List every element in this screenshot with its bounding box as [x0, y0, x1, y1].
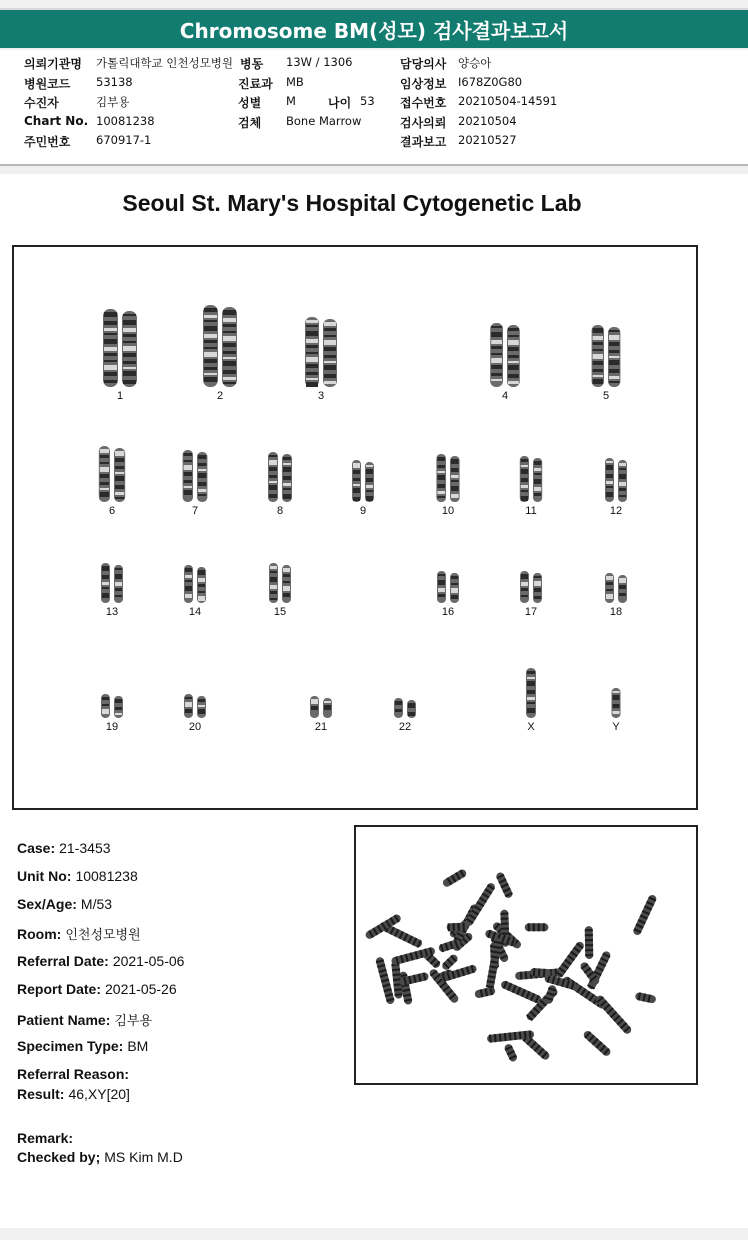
metaphase-chromosome: [447, 923, 468, 932]
chromosome-label: 4: [501, 390, 509, 402]
chromosome-label: 5: [602, 390, 610, 402]
metaphase-chromosome: [582, 1029, 612, 1057]
chromosome-pair-1: [103, 309, 137, 387]
lab-title: Seoul St. Mary's Hospital Cytogenetic Lab: [122, 190, 582, 216]
checked-by-row: Checked by; MS Kim M.D: [17, 1149, 183, 1165]
chromosome-pair-3: [305, 317, 337, 387]
metaphase-chromosome: [554, 940, 585, 979]
unit-no-row: Unit No: 10081238: [17, 868, 138, 884]
metaphase-chromosome: [500, 980, 543, 1005]
info-label-department: 진료과: [238, 77, 273, 91]
info-label-physician: 담당의사: [400, 57, 447, 71]
chromosome-pair-16: [437, 571, 459, 603]
chromosome-label: 12: [609, 505, 623, 517]
info-label-request-date: 검사의뢰: [400, 116, 447, 130]
cytogenetic-report: [0, 174, 748, 1228]
metaphase-chromosome: [635, 992, 657, 1004]
chromosome-label: 14: [188, 606, 202, 618]
info-value-hospital-code: 53138: [96, 75, 133, 89]
result-row: Result: 46,XY[20]: [17, 1086, 130, 1102]
info-value-ward: 13W / 1306: [286, 55, 353, 69]
info-value-resident-no: 670917-1: [96, 133, 152, 147]
info-label-ward: 병동: [240, 57, 264, 71]
remark-row: Remark:: [17, 1130, 74, 1146]
chromosome-label: 19: [105, 721, 119, 733]
info-label-chart-no: Chart No.: [24, 114, 89, 128]
case-row: Case: 21-3453: [17, 840, 111, 856]
info-value-result-date: 20210527: [458, 133, 517, 147]
referral-date-row: Referral Date: 2021-05-06: [17, 953, 185, 969]
metaphase-chromosome: [525, 923, 549, 931]
chromosome-label: 6: [108, 505, 116, 517]
chromosome-pair-14: [184, 565, 206, 603]
chromosome-label: 20: [188, 721, 202, 733]
chromosome-pair-12: [605, 458, 627, 502]
room-row: Room: 인천성모병원: [17, 926, 141, 942]
chromosome-pair-4: [490, 323, 520, 387]
chromosome-pair-11: [520, 456, 542, 502]
chromosome-label: 17: [524, 606, 538, 618]
metaphase-chromosome: [441, 953, 460, 971]
chromosome-pair-2: [203, 305, 237, 387]
chromosome-label: 18: [609, 606, 623, 618]
info-label-result-date: 결과보고: [400, 135, 447, 149]
metaphase-panel: [354, 825, 698, 1085]
metaphase-chromosome: [503, 1043, 518, 1063]
info-value-patient: 김부용: [96, 95, 130, 109]
metaphase-chromosome: [441, 868, 467, 888]
chromosome-pair-21: [310, 696, 332, 718]
sex-age-row: Sex/Age: M/53: [17, 896, 113, 912]
patient-name-row: Patient Name: 김부용: [17, 1012, 153, 1028]
chromosome-label: 16: [441, 606, 455, 618]
karyogram-image: [14, 247, 696, 808]
chromosome-label: 22: [398, 721, 412, 733]
info-label-sex: 성별: [238, 96, 262, 110]
metaphase-chromosome: [632, 894, 658, 937]
chromosome-pair-10: [436, 454, 459, 502]
info-label-age: 나이: [328, 96, 352, 110]
chromosome-label: 13: [105, 606, 119, 618]
metaphase-chromosome: [486, 938, 503, 990]
info-value-request-date: 20210504: [458, 114, 517, 128]
chromosome-label: 2: [216, 390, 224, 402]
info-value-physician: 양승아: [458, 56, 492, 70]
metaphase-chromosome: [585, 926, 594, 959]
chromosome-pair-7: [183, 450, 208, 502]
info-value-sex: M: [286, 94, 296, 108]
report-header-title: Chromosome BM(성모) 검사결과보고서: [0, 8, 748, 48]
info-label-specimen: 검체: [238, 116, 262, 130]
chromosome-label: 10: [441, 505, 455, 517]
info-label-institution: 의뢰기관명: [24, 57, 82, 71]
info-label-clinical-info: 임상정보: [400, 77, 447, 91]
chromosome-pair-19: [101, 694, 123, 718]
metaphase-chromosome: [495, 871, 514, 899]
chromosome-label: 11: [525, 505, 537, 517]
chromosome-label: 9: [359, 505, 367, 517]
chromosome-pair-22: [394, 698, 416, 718]
chromosome-pair-18: [605, 573, 627, 603]
metaphase-chromosome: [464, 882, 497, 928]
report-date-row: Report Date: 2021-05-26: [17, 981, 177, 997]
chromosome-label: 3: [317, 390, 325, 402]
metaphase-chromosome: [595, 994, 633, 1035]
chromosome-pair-13: [101, 563, 123, 603]
info-value-department: MB: [286, 75, 304, 89]
info-label-receipt-no: 접수번호: [400, 96, 447, 110]
chromosome-label: 15: [273, 606, 287, 618]
chromosome-label: 8: [276, 505, 284, 517]
chromosome-pair-Y: [612, 688, 621, 718]
info-value-age: 53: [360, 94, 375, 108]
chromosome-label: 21: [314, 721, 328, 733]
info-value-clinical-info: I678Z0G80: [458, 75, 523, 89]
referral-reason-row: Referral Reason:: [17, 1066, 130, 1082]
karyogram-panel: [12, 245, 698, 810]
info-value-receipt-no: 20210504-14591: [458, 94, 558, 108]
chromosome-pair-5: [592, 325, 621, 387]
metaphase-image: [356, 827, 696, 1083]
chromosome-pair-17: [520, 571, 542, 603]
info-label-resident-no: 주민번호: [24, 135, 71, 149]
chromosome-pair-X: [526, 668, 536, 718]
info-value-chart-no: 10081238: [96, 114, 155, 128]
chromosome-pair-9: [352, 460, 374, 502]
info-label-patient: 수진자: [24, 96, 59, 110]
patient-info-panel: [0, 50, 748, 166]
chromosome-pair-6: [99, 446, 125, 502]
info-value-specimen: Bone Marrow: [286, 114, 362, 128]
info-label-hospital-code: 병원코드: [24, 77, 71, 91]
chromosome-label: 7: [191, 505, 199, 517]
chromosome-pair-8: [268, 452, 292, 502]
chromosome-pair-15: [269, 563, 291, 603]
chromosome-pair-20: [184, 694, 206, 718]
chromosome-label: 1: [116, 390, 124, 402]
specimen-type-row: Specimen Type: BM: [17, 1038, 149, 1054]
info-value-institution: 가톨릭대학교 인천성모병원: [96, 56, 233, 70]
chromosome-label: X: [527, 721, 535, 733]
metaphase-chromosome: [530, 968, 551, 977]
chromosome-label: Y: [612, 721, 620, 733]
